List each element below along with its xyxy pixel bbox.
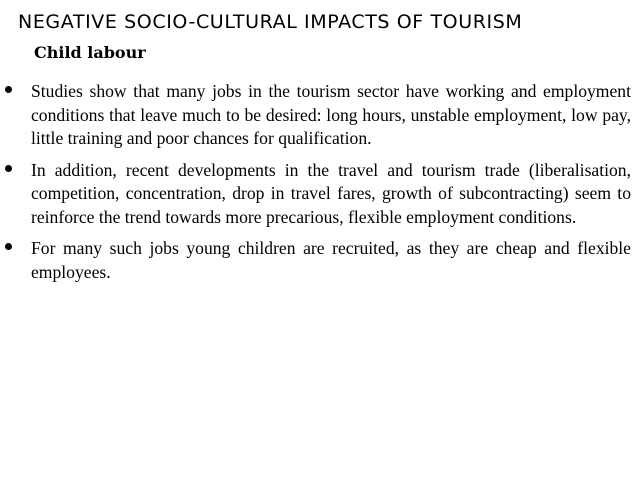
bullet-icon [5,165,12,172]
bullet-text: In addition, recent developments in the travel and tourism trade (liberalisation, competition, concentration, drop in travel fares, growth of subcontracting) seem to reinforce the trend towards more precarious, flexible employment conditions. [31,159,631,227]
bullet-item [0,159,638,230]
bullet-item [0,80,638,151]
slide-subtitle: Child labour [34,43,146,62]
bullet-list [0,80,638,292]
bullet-icon [5,86,12,93]
bullet-item [0,237,638,284]
bullet-text: For many such jobs young children are recruited, as they are cheap and flexible employees. [31,238,631,282]
bullet-icon [5,243,12,250]
slide-title: NEGATIVE SOCIO-CULTURAL IMPACTS OF TOURISM [18,11,523,33]
bullet-text: Studies show that many jobs in the tourism sector have working and employment conditions that leave much to be desired: long hours, unstable employment, low pay, little training and poor chances for qualification. [31,81,631,148]
